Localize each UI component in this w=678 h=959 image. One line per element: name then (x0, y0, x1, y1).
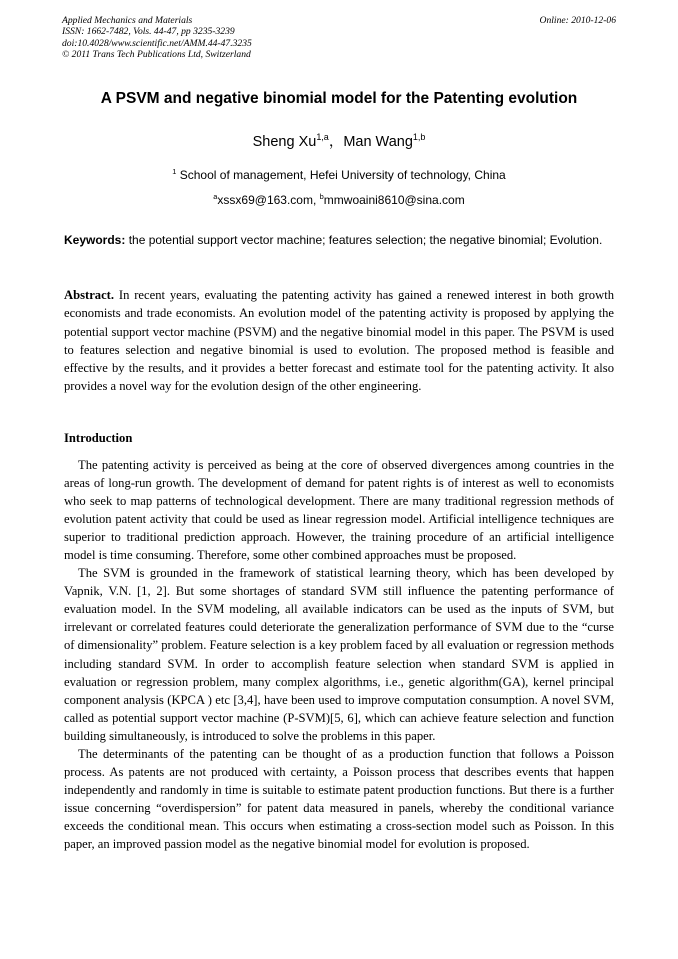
online-date: Online: 2010-12-06 (539, 15, 616, 26)
affiliation-text: School of management, Hefei University of technology, China (176, 168, 506, 182)
paragraph: The SVM is grounded in the framework of statistical learning theory, which has been developed by Vapnik, V.N. [1, 2]. But some shortages of standard SVM still influence the patenting performance of evaluation model. In the SVM modeling, all available indicators can be used as the inputs of SVM, but irrelevant or correlated features could deteriorate the generalization performance of SVM due to the “curse of dimensionality” problem. Feature selection is a key problem faced by all evaluation or regression methods including standard SVM. In order to accomplish feature selection when standard SVM is applied in evaluation or regression problem, many complex algorithms, i.e., genetic algorithm(GA), kernel principal component analysis (KPCA ) etc [3,4], have been used to improve computation consumption. A novel SVM, called as potential support vector machine (P-SVM)[5, 6], which can achieve feature selection and function building simultaneously, is introduced to solve the problems in this paper. (64, 566, 614, 743)
affiliation-superscript: 1 (172, 167, 177, 176)
email-superscript: a (213, 192, 218, 201)
keywords (64, 231, 614, 249)
author-superscript: 1,a (316, 132, 329, 143)
doi-line: doi:10.4028/www.scientific.net/AMM.44-47.3235 (62, 37, 252, 49)
keywords-text: the potential support vector machine; features selection; the negative binomial; Evolution. (125, 233, 603, 247)
abstract-text: In recent years, evaluating the patenting activity has gained a renewed interest in both growth economists and trade economists. An evolution model of the patenting activity is proposed by applying the potential support vector machine (PSVM) and the negative binomial model in this paper. The PSVM is used to features selection and negative binomial is used to evolution. The proposed method is feasible and effective by the results, and it provides a better forecast and estimate tool for the patenting activity. It also provides a novel way for the evolution design of the other engineering. (64, 288, 614, 394)
keywords-label: Keywords: (64, 233, 126, 247)
author-line (0, 130, 678, 151)
paragraph: The determinants of the patenting can be thought of as a production function that follows a Poisson process. As patents are not produced with certainty, a Poisson process that describes events that happen independently and randomly in time is suitable to estimate patent production functions. But there is a further issue concerning “overdispersion” for patent data measured in panels, whereby the conditional variance exceeds the conditional mean. This occurs when estimating a cross-section model such as Poisson. In this paper, an improved passion model as the negative binomial model for evolution is proposed. (64, 746, 614, 851)
abstract-label: Abstract. (64, 288, 115, 302)
abstract (64, 286, 614, 396)
paper-title: A PSVM and negative binomial model for the Patenting evolution (100, 90, 578, 107)
journal-header (62, 15, 616, 60)
journal-name: Applied Mechanics and Materials (62, 15, 193, 26)
author-separator: ， (328, 134, 344, 150)
copyright-line: © 2011 Trans Tech Publications Ltd, Switzerland (62, 48, 251, 60)
author-name: Sheng Xu (252, 134, 317, 150)
introduction-body (64, 456, 614, 853)
author-name: Man Wang (343, 134, 413, 150)
email-superscript: b (319, 192, 324, 201)
issn-line: ISSN: 1662-7482, Vols. 44-47, pp 3235-3239 (62, 26, 235, 38)
paragraph: The patenting activity is perceived as being at the core of observed divergences among countries in the areas of long-run growth. The development of demand for patent rights is of interest as well to economists who seek to map patterns of technological development. There are many traditional regression methods of evolution patent activity that could be used as linear regression model. Artificial intelligence techniques are superior to traditional prediction approach. However, the training procedure of an artificial intelligence model is time consuming. Therefore, some other combined approaches must be proposed. (64, 458, 614, 563)
author-superscript: 1,b (412, 132, 426, 143)
email-link: xssx69@163.com, (217, 193, 320, 207)
email-line (0, 193, 678, 207)
email-link: mmwoaini8610@sina.com (323, 193, 465, 207)
affiliation (0, 168, 678, 182)
section-heading: Introduction (64, 431, 133, 445)
